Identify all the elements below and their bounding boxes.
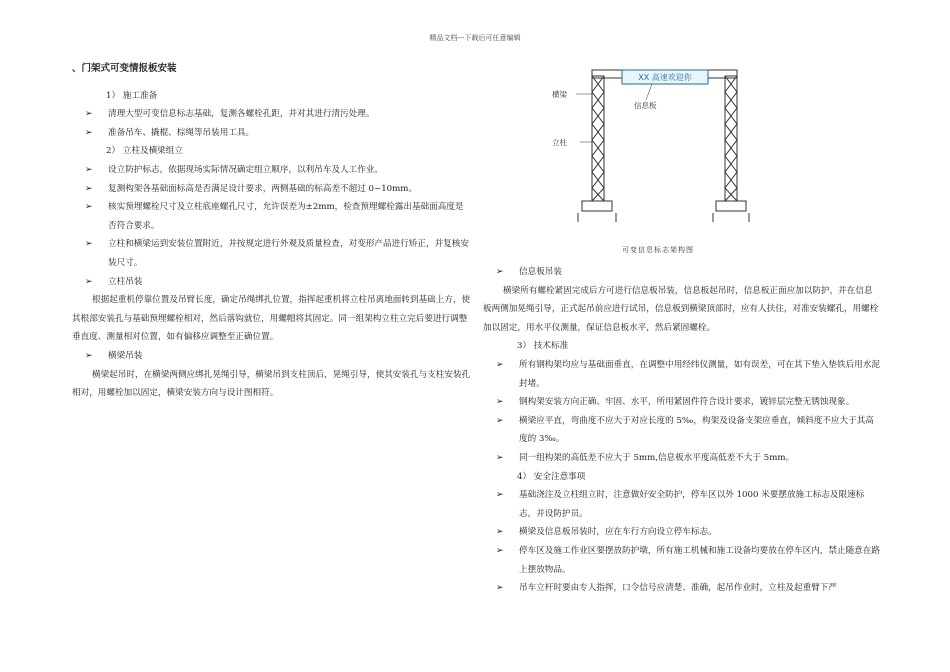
arrow-bullet-icon: ➢ xyxy=(85,202,93,213)
bullet-text: 准备吊车、撬棍、棕绳等吊装用工具。 xyxy=(108,127,255,138)
paragraph: 横梁起吊时，在横梁两侧应绑扎晃绳引导，横梁吊到支柱顶后，晃绳引导，使其安装孔与支柱安装孔相对，用螺栓加以固定，横梁安装方向与设计图相符。 xyxy=(72,369,471,399)
numbered-heading: 4） 安全注意事项 xyxy=(517,471,586,482)
beam-label: 横梁 xyxy=(552,90,567,99)
arrow-bullet-icon: ➢ xyxy=(85,276,93,287)
board-label: 信息板 xyxy=(634,101,657,110)
bullet-item xyxy=(72,347,472,366)
arrow-bullet-icon: ➢ xyxy=(496,527,504,538)
numbered-heading: 2） 立柱及横梁组立 xyxy=(106,146,183,157)
bullet-item xyxy=(483,393,881,412)
arrow-bullet-icon: ➢ xyxy=(496,397,504,408)
paragraph: 横梁所有螺栓紧固完成后方可进行信息板吊装，信息板起吊时，信息板正面应加以防护，并在信息板两侧加晃绳引导，正式起吊前应进行试吊，信息板到横梁顶部时，应有人扶住，对准安装螺孔，用螺栓加以固定，用水平仪测量，保证信息板水平，然后紧固螺栓。 xyxy=(483,285,879,333)
arrow-bullet-icon: ➢ xyxy=(496,267,504,277)
bullet-item xyxy=(483,542,881,579)
bullet-item xyxy=(72,180,472,199)
arrow-bullet-icon: ➢ xyxy=(85,183,93,194)
paragraph: 根据起重机停靠位置及吊臂长度，确定吊绳绑扎位置，指挥起重机将立柱吊离地面转到基础上方，使其根部安装孔与基础预埋螺栓相对，然后落钩就位，用螺帽将其固定。同一组架构立柱立完后要进行调整垂直度、测量相对位置，如有偏移应调整至正确位置。 xyxy=(72,295,471,343)
left-column xyxy=(72,60,472,403)
numbered-heading: 3） 技术标准 xyxy=(517,341,569,352)
bullet-item xyxy=(72,124,472,143)
left-column-truss xyxy=(592,76,604,201)
bullet-text: 立柱吊装 xyxy=(108,276,143,287)
bullet-item xyxy=(72,235,472,272)
column-bases xyxy=(578,201,749,222)
bullet-item xyxy=(72,105,472,124)
bullet-text: 同一组构架的高低差不应大于 5mm,信息板水平度高低差不大于 5mm。 xyxy=(519,452,795,463)
arrow-bullet-icon: ➢ xyxy=(85,109,93,120)
bullet-item xyxy=(72,273,472,292)
gantry-diagram xyxy=(548,56,788,266)
arrow-bullet-icon: ➢ xyxy=(85,350,93,361)
bullet-item xyxy=(72,198,472,235)
bullet-item xyxy=(483,579,881,598)
column-label: 立柱 xyxy=(552,138,567,147)
bullet-text: 吊车立杆时要由专人指挥，口令信号应清楚、准确，起吊作业时，立柱及起重臂下严 xyxy=(519,583,837,594)
bullet-text: 核实预埋螺栓尺寸及立柱底座螺孔尺寸，允许误差为±2mm，检查预埋螺栓露出基础面高度是否符合要求。 xyxy=(108,202,464,231)
page-header: 精品文档---下载后可任意编辑 xyxy=(429,34,521,42)
bullet-text: 复测构架各基础面标高是否满足设计要求，两侧基础的标高差不超过 0~10mm。 xyxy=(108,183,418,194)
bullet-item xyxy=(483,263,881,282)
arrow-bullet-icon: ➢ xyxy=(496,583,504,594)
bullet-text: 横梁吊装 xyxy=(108,350,143,361)
bullet-text: 停车区及施工作业区要摆放防护墩，所有施工机械和施工设备均要放在停车区内，禁止随意在路上摆放物品。 xyxy=(519,545,880,575)
arrow-bullet-icon: ➢ xyxy=(85,239,93,250)
bullet-text: 横梁应平直，弯曲度不应大于对应长度的 5‰，构架及设备支架应垂直，倾斜度不应大于其高度的 3‰。 xyxy=(519,415,874,445)
arrow-bullet-icon: ➢ xyxy=(85,164,93,175)
bullet-text: 清理大型可变信息标志基础，复测各螺栓孔距，并对其进行清污处理。 xyxy=(108,109,375,120)
diagram-caption: 可变信息标志架构图 xyxy=(622,246,694,254)
sign-board-text: XX 高速欢迎你 xyxy=(638,73,692,82)
arrow-bullet-icon: ➢ xyxy=(496,490,504,501)
bullet-item xyxy=(483,523,881,542)
bullet-item xyxy=(483,412,881,449)
arrow-bullet-icon: ➢ xyxy=(496,545,504,556)
arrow-bullet-icon: ➢ xyxy=(496,359,504,370)
left-item-list xyxy=(72,87,472,403)
bullet-text: 基础浇注及立柱组立时，注意做好安全防护，停车区以外 1000 米要摆放施工标志及限速标志，并设防护员。 xyxy=(519,490,865,519)
bullet-text: 钢构架安装方向正确、牢固、水平，所用紧固件符合设计要求，镀锌层完整无锈蚀现象。 xyxy=(519,397,855,408)
arrow-bullet-icon: ➢ xyxy=(496,415,504,426)
bullet-item xyxy=(483,486,881,523)
right-column-truss xyxy=(725,76,737,201)
bullet-text: 设立防护标志，依据现场实际情况确定组立顺序，以利吊车及人工作业。 xyxy=(108,164,384,175)
section-title: 、门架式可变情报板安装 xyxy=(72,63,177,74)
arrow-bullet-icon: ➢ xyxy=(85,127,93,138)
bullet-text: 信息板吊装 xyxy=(519,267,562,277)
numbered-heading: 1） 施工准备 xyxy=(106,90,158,101)
bullet-item xyxy=(72,161,472,180)
leader-lines xyxy=(576,84,652,142)
bullet-text: 横梁及信息板吊装时，应在车行方向设立停车标志。 xyxy=(519,527,717,538)
right-item-list xyxy=(483,263,881,598)
bullet-item xyxy=(483,356,881,393)
right-column xyxy=(483,263,881,598)
arrow-bullet-icon: ➢ xyxy=(496,452,504,463)
bullet-item xyxy=(483,449,881,468)
bullet-text: 所有钢构架均应与基础面垂直，在调整中用经纬仪测量，如有误差，可在其下垫入垫铁后用水泥封堵。 xyxy=(519,359,880,389)
bullet-text: 立柱和横梁运到安装位置附近，并按规定进行外观及质量检查，对变形产品进行矫正，并复核安装尺寸。 xyxy=(108,239,469,268)
